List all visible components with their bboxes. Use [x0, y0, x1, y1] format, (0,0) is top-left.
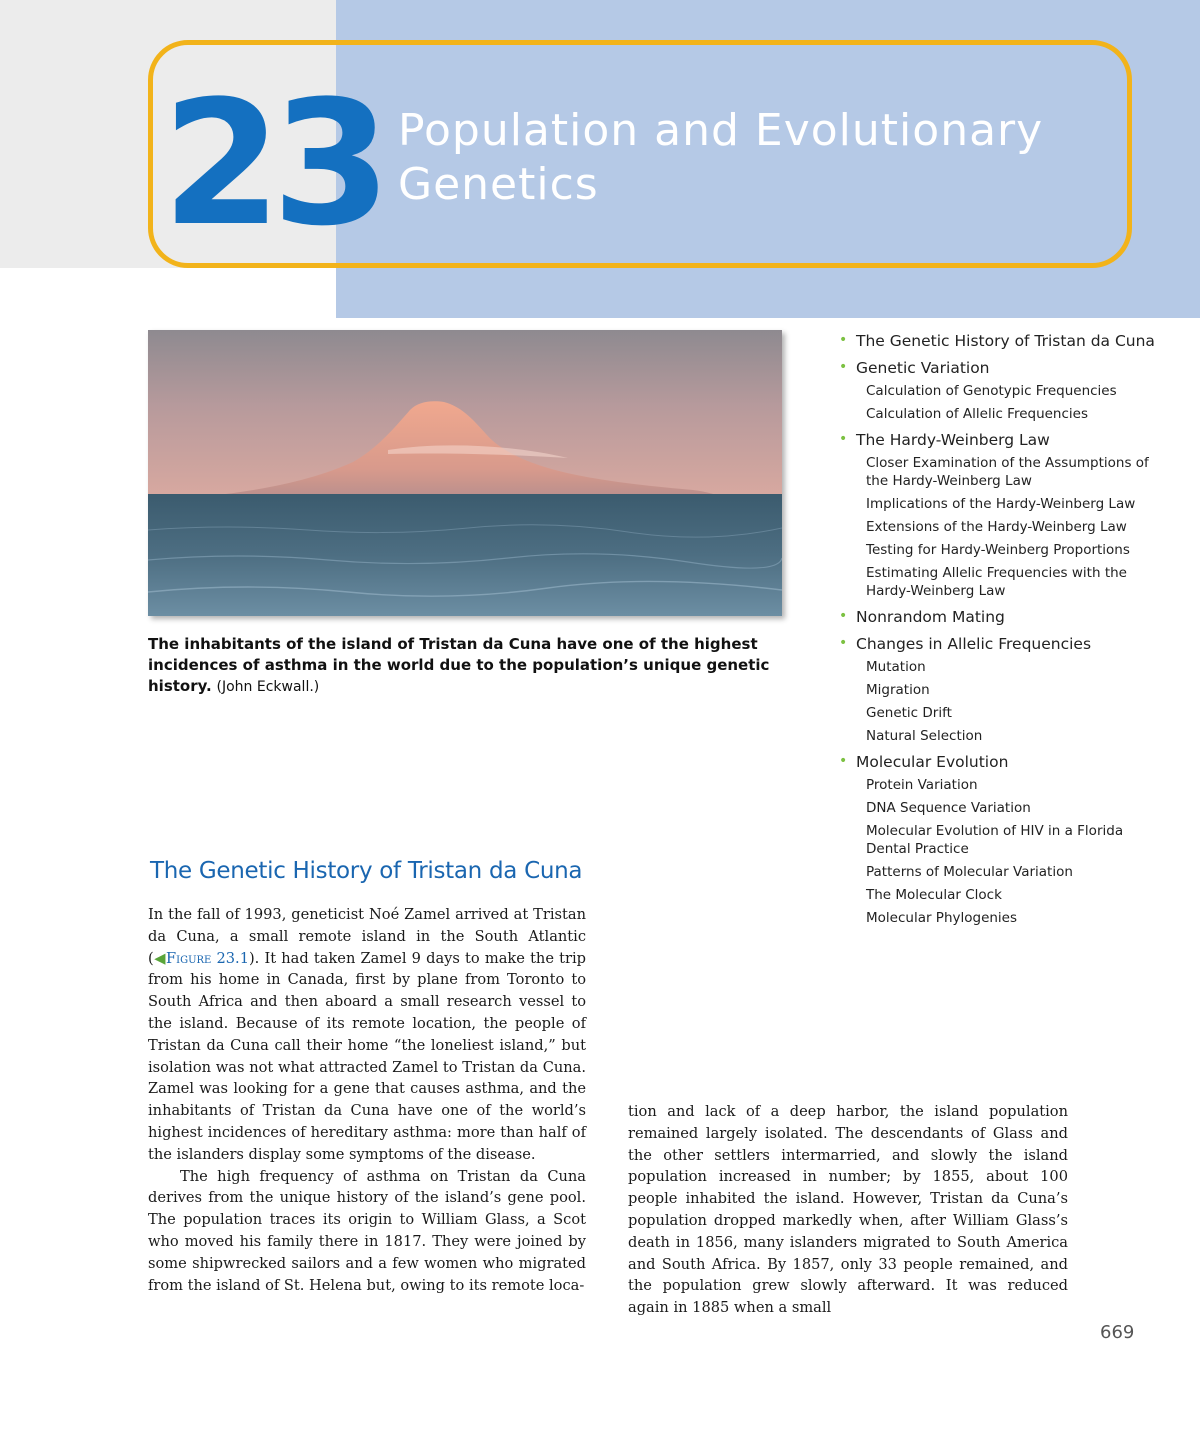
- island-photo: [148, 330, 782, 616]
- outline-section: [838, 332, 1168, 351]
- outline-section-title: Genetic Variation: [856, 359, 990, 377]
- outline-subsection: Protein Variation: [866, 777, 978, 793]
- outline-subsection-list: [866, 776, 1168, 927]
- body-paragraph-2: The high frequency of asthma on Tristan da Cuna derives from the unique history of the island’s gene pool. The population traces its origin to William Glass, a Scot who moved his family there in 1817. They were joined by some shipwrecked sailors and a few women who migrated from the island of St. Helena but, owing to its remote loca-: [148, 1167, 586, 1294]
- bullet-icon: •: [839, 332, 848, 348]
- outline-subsection: Closer Examination of the Assumptions of the Hardy-Weinberg Law: [866, 455, 1149, 489]
- outline-subsection: Estimating Allelic Frequencies with the Hardy-Weinberg Law: [866, 565, 1127, 599]
- outline-subsection: Natural Selection: [866, 728, 983, 744]
- outline-subsection-list: [866, 658, 1168, 745]
- outline-subsection: Calculation of Allelic Frequencies: [866, 406, 1089, 422]
- outline-subsection: Molecular Evolution of HIV in a Florida Dental Practice: [866, 823, 1124, 857]
- caption-text: The inhabitants of the island of Tristan da Cuna have one of the highest incidences of asthma in the world due to the population’s unique genetic history.: [148, 635, 770, 695]
- outline-section-title: Changes in Allelic Frequencies: [856, 635, 1092, 653]
- outline-subsection: Implications of the Hardy-Weinberg Law: [866, 496, 1136, 512]
- outline-section-title: The Genetic History of Tristan da Cuna: [856, 332, 1155, 350]
- outline-subsection: Molecular Phylogenies: [866, 910, 1018, 926]
- outline-subsection: The Molecular Clock: [866, 887, 1002, 903]
- body-paragraph-3: tion and lack of a deep harbor, the island population remained largely isolated. The descendants of Glass and the other settlers intermarried, and slowly the island population increased in number; by 1855, about 100 people inhabited the island. However, Tristan da Cuna’s population dropped markedly when, after William Glass’s death in 1856, many islanders migrated to South America and South Africa. By 1857, only 33 people remained, and the population grew slowly afterward. It was reduced again in 1885 when a small: [628, 1103, 1068, 1317]
- outline-subsection-list: [866, 382, 1168, 423]
- outline-section: [838, 359, 1168, 423]
- body-paragraph-1: [148, 904, 586, 1166]
- figure-reference-label: Figure 23.1: [166, 949, 249, 967]
- bullet-icon: •: [839, 359, 848, 375]
- outline-subsection: Genetic Drift: [866, 705, 952, 721]
- chapter-title: Population and Evolutionary Genetics: [398, 105, 1044, 210]
- outline-subsection: Mutation: [866, 659, 926, 675]
- outline-section-title: Molecular Evolution: [856, 753, 1009, 771]
- outline-list: [838, 332, 1168, 927]
- outline-subsection: Testing for Hardy-Weinberg Proportions: [866, 542, 1130, 558]
- body-column-right: [628, 1101, 1068, 1319]
- outline-section: [838, 608, 1168, 627]
- outline-section: [838, 753, 1168, 927]
- body-column-left: [148, 904, 586, 1296]
- bullet-icon: •: [839, 608, 848, 624]
- caption-credit: (John Eckwall.): [216, 679, 320, 695]
- outline-section: [838, 635, 1168, 745]
- chapter-outline: [838, 332, 1168, 932]
- outline-subsection: Patterns of Molecular Variation: [866, 864, 1073, 880]
- outline-subsection: DNA Sequence Variation: [866, 800, 1031, 816]
- outline-subsection-list: [866, 454, 1168, 600]
- bullet-icon: •: [839, 635, 848, 651]
- section-heading: The Genetic History of Tristan da Cuna: [150, 858, 583, 884]
- figure-reference-link[interactable]: [154, 950, 249, 967]
- paragraph-1-end: ). It had taken Zamel 9 days to make the trip from his home in Canada, first by plane from Toronto to South Africa and then aboard a small research vessel to the island. Because of its remote location, the people of Tristan da Cuna call their home “the loneliest island,” but isolation was not what attracted Zamel to Tristan da Cuna. Zamel was looking for a gene that causes asthma, and the inhabitants of Tristan da Cuna have one of the world’s highest incidences of hereditary asthma: more than half of the islanders display some symptoms of the disease.: [148, 949, 586, 1163]
- figure-arrow-icon: ◀: [153, 949, 166, 967]
- page-number: 669: [1100, 1322, 1135, 1343]
- outline-subsection: Extensions of the Hardy-Weinberg Law: [866, 519, 1127, 535]
- photo-caption: [148, 634, 780, 698]
- bullet-icon: •: [839, 431, 848, 447]
- outline-section-title: Nonrandom Mating: [856, 608, 1005, 626]
- paragraph-1-start: In the fall of 1993, geneticist Noé Zamel arrived at Tristan da Cuna, a small remote island in the South Atlantic (: [148, 906, 586, 967]
- outline-section: [838, 431, 1168, 600]
- outline-subsection: Calculation of Genotypic Frequencies: [866, 383, 1117, 399]
- outline-subsection: Migration: [866, 682, 930, 698]
- chapter-number: 23: [162, 63, 382, 264]
- bullet-icon: •: [839, 753, 848, 769]
- outline-section-title: The Hardy-Weinberg Law: [856, 431, 1050, 449]
